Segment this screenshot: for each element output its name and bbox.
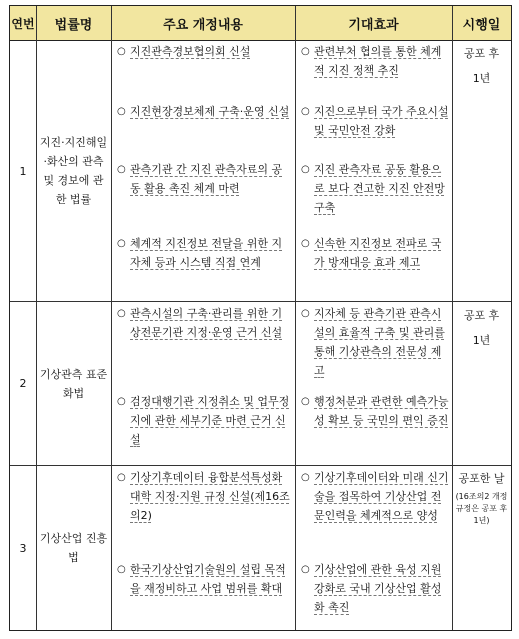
list-item: ○ 지진현장경보체제 구축·운영 신설: [117, 105, 290, 118]
list-item: ○ 지진으로부터 국가 주요시설 및 국민안전 강화: [301, 105, 449, 137]
list-item: ○ 체계적 지진정보 전달을 위한 지자체 등과 시스템 직접 연계: [117, 237, 283, 269]
header-effective: 시행일: [462, 18, 501, 33]
law-amendment-table: [9, 5, 512, 631]
row1-num: 1: [19, 164, 27, 178]
row2-law: 기상관측 표준화법: [39, 367, 108, 400]
list-item: ○ 지진관측경보협의회 신설: [117, 45, 251, 58]
list-item: ○ 신속한 지진정보 전파로 국가 방재대응 효과 제고: [301, 237, 442, 269]
header-effects: 기대효과: [348, 18, 399, 33]
list-item: ○ 기상산업에 관한 육성 지원 강화로 국내 기상산업 활성화 촉진: [301, 563, 442, 614]
list-item: ○ 기상기후데이터와 미래 신기술을 접목하여 기상산업 전문인력을 체계적으로 양성: [301, 471, 449, 522]
row2-effective: 공포 후 1년: [463, 309, 500, 347]
list-item: ○ 검정대행기관 지정취소 및 업무정지에 관한 세부기준 마련 근거 신설: [117, 395, 290, 446]
list-item: ○ 관측기관 간 지진 관측자료의 공동 활용 촉진 체계 마련: [117, 163, 283, 195]
list-item: ○ 기상기후데이터 융합분석특성화 대학 지정·지원 규정 신설(제16조의2): [117, 471, 290, 522]
row3-num: 3: [19, 541, 27, 555]
row3-effective: 공포한 날 (16조의2 개정규정은 공포 후 1년): [455, 472, 508, 525]
row3-law: 기상산업 진흥법: [39, 532, 108, 564]
row1-effective: 공포 후 1년: [463, 47, 500, 85]
list-item: ○ 지진 관측자료 공동 활용으로 보다 견고한 지진 안전망 구축: [301, 163, 445, 214]
row1-changes: [114, 42, 292, 300]
row2-num: 2: [19, 377, 27, 390]
header-changes: 주요 개정내용: [163, 18, 243, 33]
row2-changes: [114, 304, 292, 462]
header-num: 연번: [11, 16, 35, 31]
list-item: ○ 관련부처 협의를 통한 체계적 지진 정책 추진: [301, 45, 442, 77]
row1-effects: [298, 42, 449, 300]
list-item: ○ 한국기상산업기술원의 설립 목적을 재정비하고 사업 범위를 확대: [117, 563, 286, 595]
row1-law: 지진·지진해일·화산의 관측 및 경보에 관한 법률: [39, 136, 108, 206]
list-item: ○ 행정처분과 관련한 예측가능성 확보 등 국민의 편익 증진: [301, 395, 449, 427]
row2-effects: [298, 304, 449, 462]
row3-changes: [114, 468, 292, 628]
table-header: [10, 6, 511, 41]
header-law: 법률명: [54, 18, 93, 33]
list-item: ○ 지자체 등 관측기관 관측시설의 효율적 구축 및 관리를 통해 기상관측의 전문성 제고: [301, 307, 445, 377]
list-item: ○ 관측시설의 구축·관리를 위한 기상전문기관 지정·운영 근거 신설: [117, 307, 283, 339]
row3-effects: [298, 468, 449, 628]
